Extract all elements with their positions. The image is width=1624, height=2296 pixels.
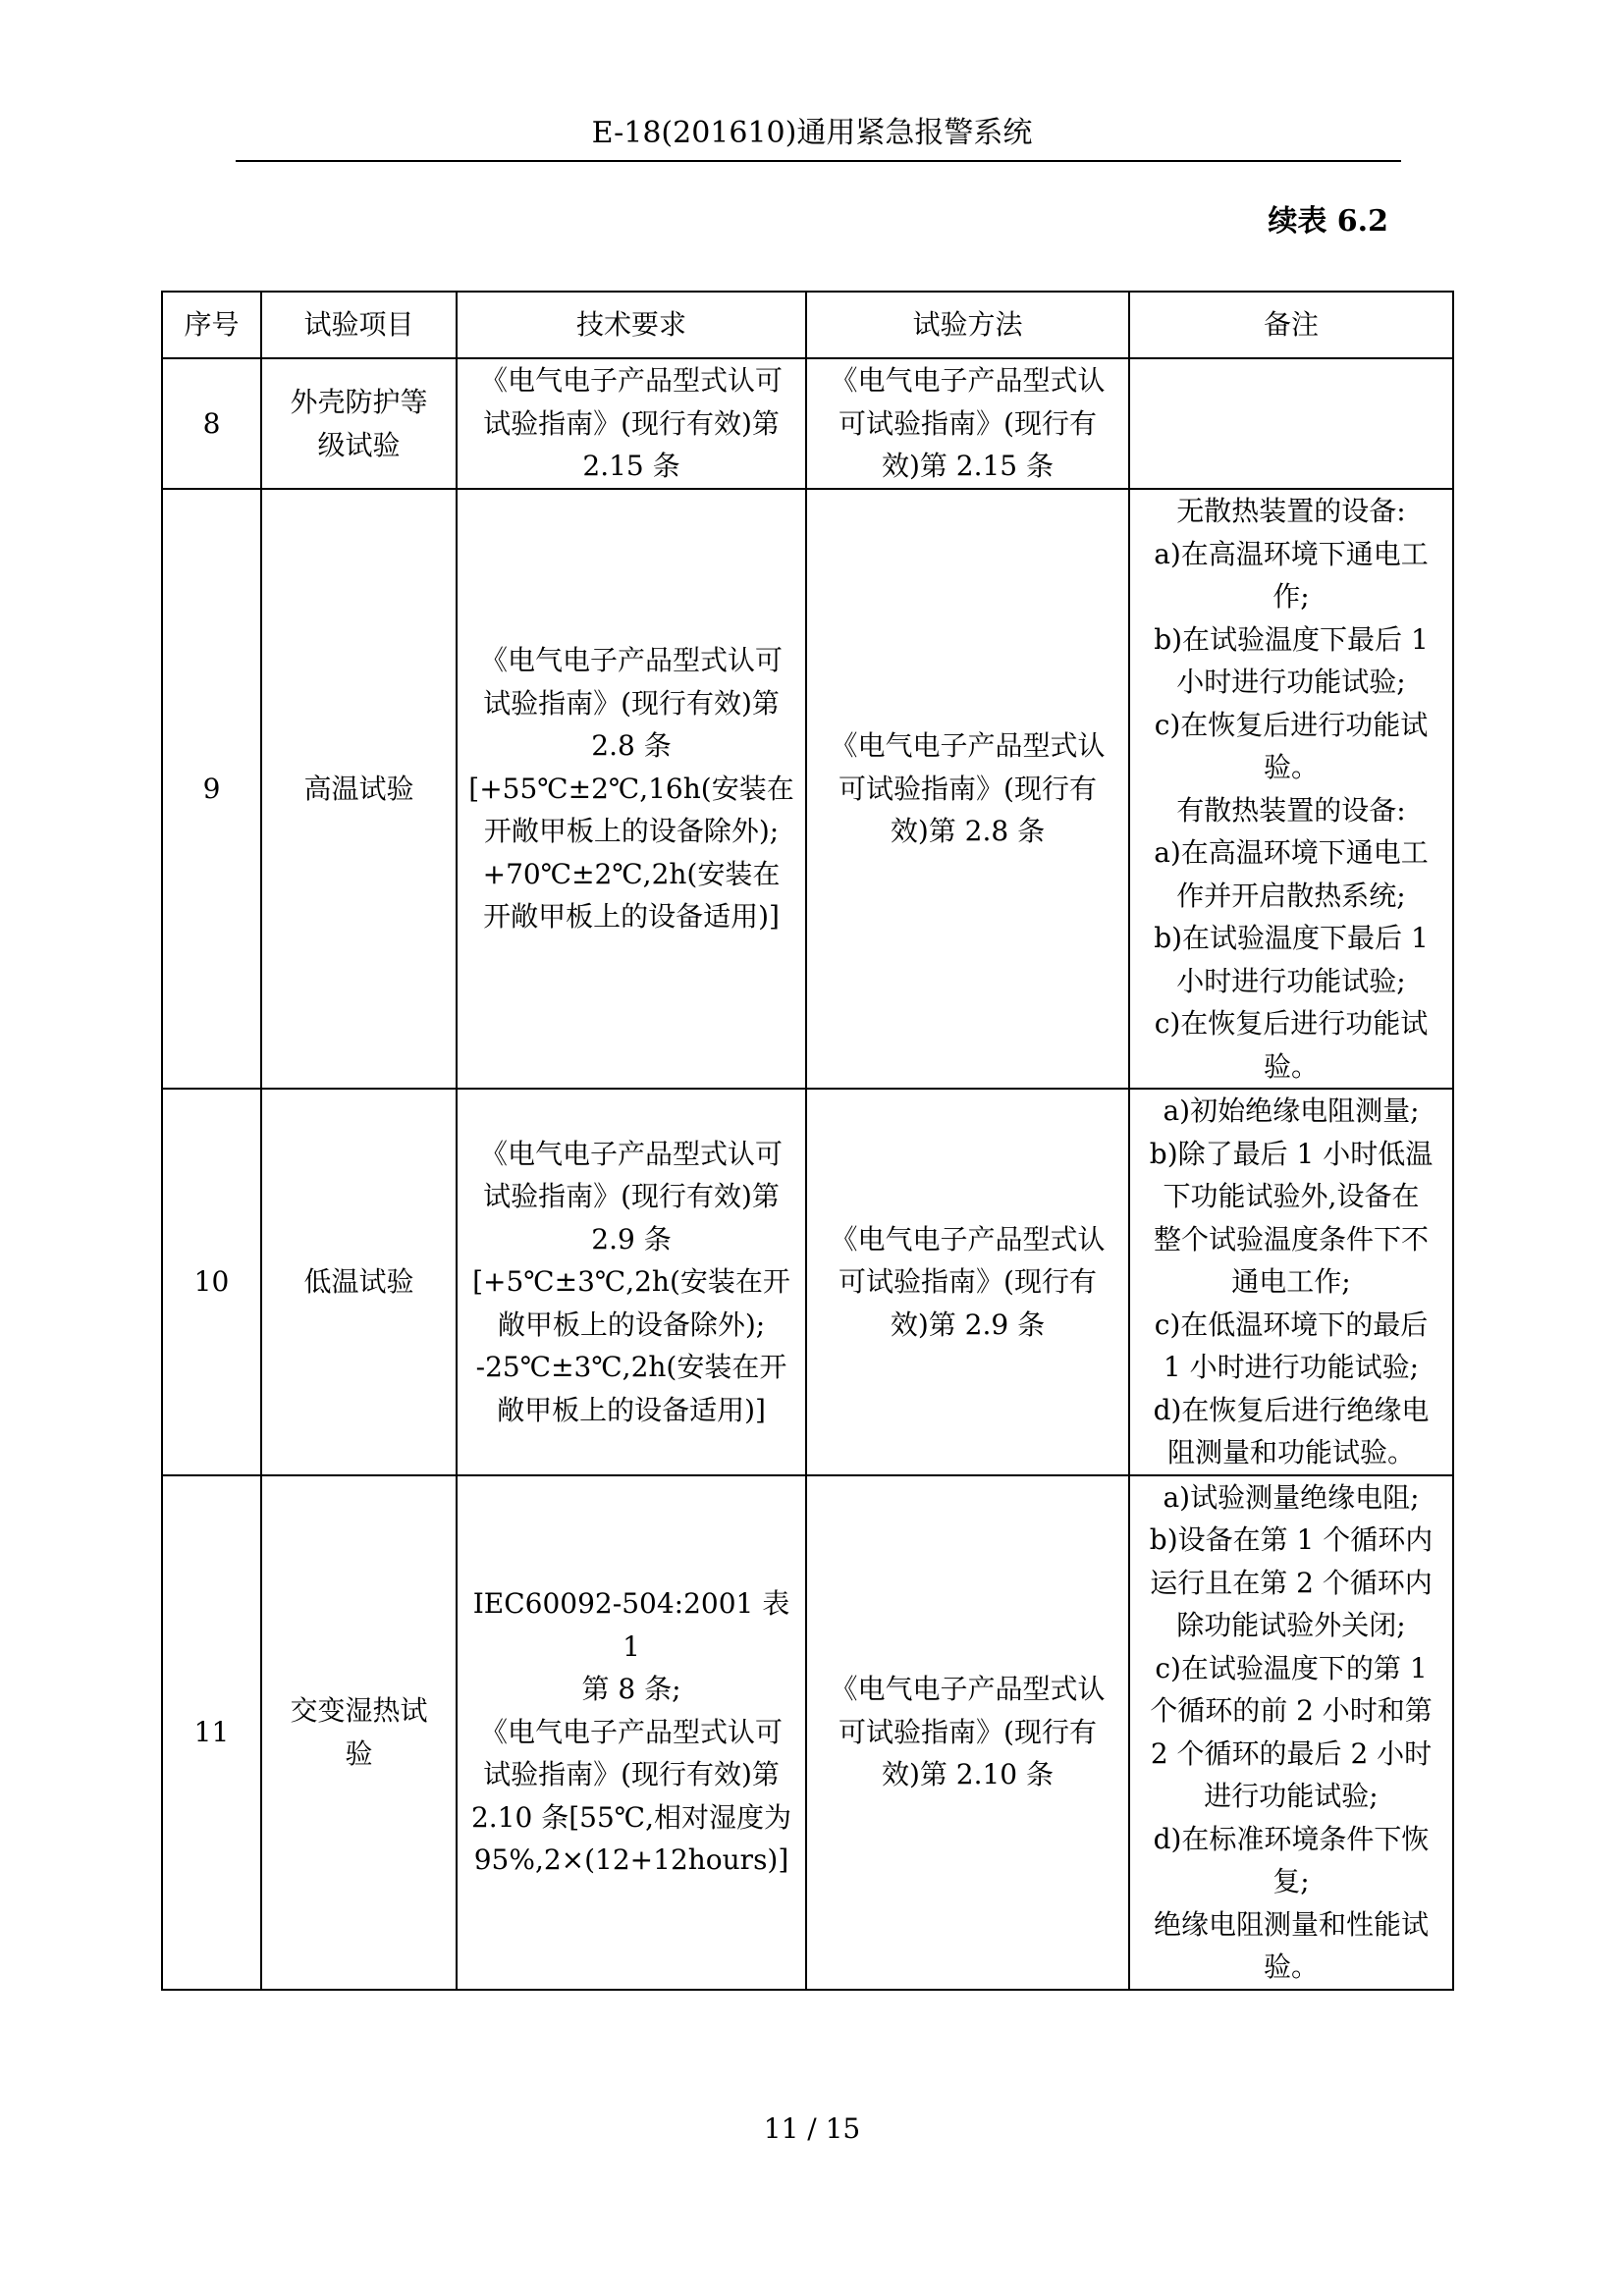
cell-line: -25℃±3℃,2h(安装在开 — [475, 1351, 787, 1383]
test-spec-table — [161, 291, 1454, 1991]
cell-remark — [1129, 489, 1453, 1089]
cell-line: 可试验指南》(现行有 — [839, 406, 1097, 440]
cell-line: 效)第 2.8 条 — [890, 815, 1046, 848]
cell-remark — [1129, 358, 1453, 489]
cell-line: 运行且在第 2 个循环内 — [1150, 1566, 1433, 1599]
cell-line: c)在恢复后进行功能试 — [1154, 708, 1429, 741]
table-header-row — [162, 292, 1453, 358]
cell-line: 效)第 2.15 条 — [881, 450, 1055, 483]
cell-method — [806, 1089, 1129, 1475]
cell-no: 9 — [162, 489, 261, 1089]
cell-line: 个循环的前 2 小时和第 — [1150, 1694, 1433, 1727]
cell-line: 《电气电子产品型式认可 — [479, 364, 783, 398]
cell-method — [806, 489, 1129, 1089]
cell-line: 试验指南》(现行有效)第 — [483, 1180, 780, 1212]
table-row — [162, 1089, 1453, 1475]
cell-line: 验。 — [1263, 1049, 1319, 1083]
cell-line: 无散热装置的设备: — [1176, 495, 1406, 527]
cell-line: 敞甲板上的设备适用)] — [497, 1393, 766, 1426]
cell-line: 2.15 条 — [582, 450, 680, 483]
cell-line: a)初始绝缘电阻测量; — [1163, 1095, 1420, 1127]
cell-line: c)在恢复后进行功能试 — [1154, 1007, 1429, 1040]
cell-line: 高温试验 — [303, 772, 414, 805]
cell-line: 除功能试验外关闭; — [1176, 1609, 1406, 1641]
cell-line: 外壳防护等 — [290, 386, 428, 418]
cell-line: b)在试验温度下最后 1 — [1154, 922, 1429, 954]
table-row — [162, 1475, 1453, 1990]
cell-line: 《电气电子产品型式认 — [830, 364, 1106, 398]
cell-item — [261, 489, 457, 1089]
cell-line: 效)第 2.10 条 — [881, 1758, 1055, 1791]
cell-line: a)试验测量绝缘电阻; — [1163, 1480, 1420, 1514]
cell-line: b)除了最后 1 小时低温 — [1149, 1137, 1434, 1170]
cell-line: c)在低温环境下的最后 — [1154, 1308, 1429, 1341]
cell-requirement — [457, 358, 806, 489]
cell-requirement — [457, 1089, 806, 1475]
cell-method — [806, 358, 1129, 489]
cell-line: [+55℃±2℃,16h(安装在 — [468, 772, 794, 805]
cell-line: 级试验 — [317, 428, 401, 461]
cell-no: 10 — [162, 1089, 261, 1475]
cell-line: 可试验指南》(现行有 — [839, 772, 1097, 805]
cell-line: 整个试验温度条件下不 — [1153, 1222, 1429, 1255]
running-header: E-18(201610)通用紧急报警系统 — [591, 116, 1033, 150]
cell-remark — [1129, 1475, 1453, 1990]
cell-line: 《电气电子产品型式认可 — [479, 1715, 783, 1748]
cell-requirement — [457, 489, 806, 1089]
cell-line: 低温试验 — [303, 1265, 414, 1298]
cell-line: 2 个循环的最后 2 小时 — [1150, 1736, 1433, 1770]
cell-line: 敞甲板上的设备除外); — [497, 1308, 766, 1341]
cell-line: [+5℃±3℃,2h(安装在开 — [472, 1265, 790, 1298]
cell-no: 11 — [162, 1475, 261, 1990]
cell-line: d)在恢复后进行绝缘电 — [1153, 1393, 1430, 1426]
page-number: 11 / 15 — [763, 2112, 861, 2145]
column-header-method: 试验方法 — [806, 292, 1129, 358]
cell-line: 试验指南》(现行有效)第 — [483, 406, 780, 440]
cell-line: 验 — [345, 1736, 373, 1770]
cell-line: 1 小时进行功能试验; — [1163, 1351, 1420, 1383]
cell-line: 交变湿热试 — [290, 1694, 428, 1727]
column-header-item: 试验项目 — [261, 292, 457, 358]
cell-item — [261, 358, 457, 489]
cell-method — [806, 1475, 1129, 1990]
cell-line: b)设备在第 1 个循环内 — [1149, 1523, 1434, 1556]
cell-line: +70℃±2℃,2h(安装在 — [482, 857, 781, 890]
cell-line: 试验指南》(现行有效)第 — [483, 686, 780, 720]
cell-line: 《电气电子产品型式认可 — [479, 1137, 783, 1170]
cell-line: 95%,2×(12+12hours)] — [473, 1843, 789, 1877]
cell-line: 验。 — [1263, 1950, 1319, 1983]
cell-line: a)在高温环境下通电工 — [1154, 836, 1429, 869]
cell-line: 小时进行功能试验; — [1176, 964, 1406, 997]
cell-line: 试验指南》(现行有效)第 — [483, 1758, 780, 1791]
cell-line: 作; — [1272, 580, 1310, 613]
cell-line: 开敞甲板上的设备除外); — [483, 815, 780, 848]
cell-line: a)在高温环境下通电工 — [1154, 537, 1429, 570]
cell-line: 阻测量和功能试验。 — [1166, 1436, 1415, 1468]
cell-line: 验。 — [1263, 751, 1319, 783]
column-header-no: 序号 — [162, 292, 261, 358]
cell-no: 8 — [162, 358, 261, 489]
cell-remark — [1129, 1089, 1453, 1475]
cell-line: 作并开启散热系统; — [1176, 879, 1406, 912]
cell-line: 复; — [1272, 1865, 1310, 1897]
cell-line: 可试验指南》(现行有 — [839, 1265, 1097, 1298]
cell-line: 小时进行功能试验; — [1176, 666, 1406, 698]
column-header-remark: 备注 — [1129, 292, 1453, 358]
cell-line: 开敞甲板上的设备适用)] — [483, 900, 780, 934]
column-header-requirement: 技术要求 — [457, 292, 806, 358]
cell-line: 进行功能试验; — [1204, 1780, 1379, 1812]
cell-line: 下功能试验外,设备在 — [1163, 1180, 1420, 1212]
cell-line: b)在试验温度下最后 1 — [1154, 622, 1429, 656]
cell-requirement — [457, 1475, 806, 1990]
header-rule — [236, 160, 1401, 162]
cell-line: 效)第 2.9 条 — [890, 1308, 1046, 1341]
cell-line: 《电气电子产品型式认 — [830, 1222, 1106, 1255]
table-caption: 续表 6.2 — [1268, 204, 1388, 239]
cell-line: d)在标准环境条件下恢 — [1153, 1822, 1430, 1855]
table-row — [162, 358, 1453, 489]
cell-line: 通电工作; — [1231, 1265, 1351, 1298]
cell-line: c)在试验温度下的第 1 — [1155, 1651, 1428, 1684]
cell-line: 2.8 条 — [591, 729, 672, 763]
cell-line: 《电气电子产品型式认 — [830, 729, 1106, 763]
cell-line: 可试验指南》(现行有 — [839, 1715, 1097, 1748]
cell-line: 《电气电子产品型式认 — [830, 1673, 1106, 1706]
cell-line: 有散热装置的设备: — [1176, 793, 1406, 827]
cell-item — [261, 1475, 457, 1990]
cell-line: 第 8 条; — [581, 1673, 681, 1706]
cell-line: 绝缘电阻测量和性能试 — [1153, 1907, 1429, 1941]
cell-line: IEC60092-504:2001 表 1 — [472, 1587, 790, 1663]
cell-line: 2.10 条[55℃,相对湿度为 — [470, 1800, 792, 1834]
table-row — [162, 489, 1453, 1089]
cell-line: 2.9 条 — [591, 1222, 672, 1255]
cell-line: 《电气电子产品型式认可 — [479, 644, 783, 677]
cell-item — [261, 1089, 457, 1475]
